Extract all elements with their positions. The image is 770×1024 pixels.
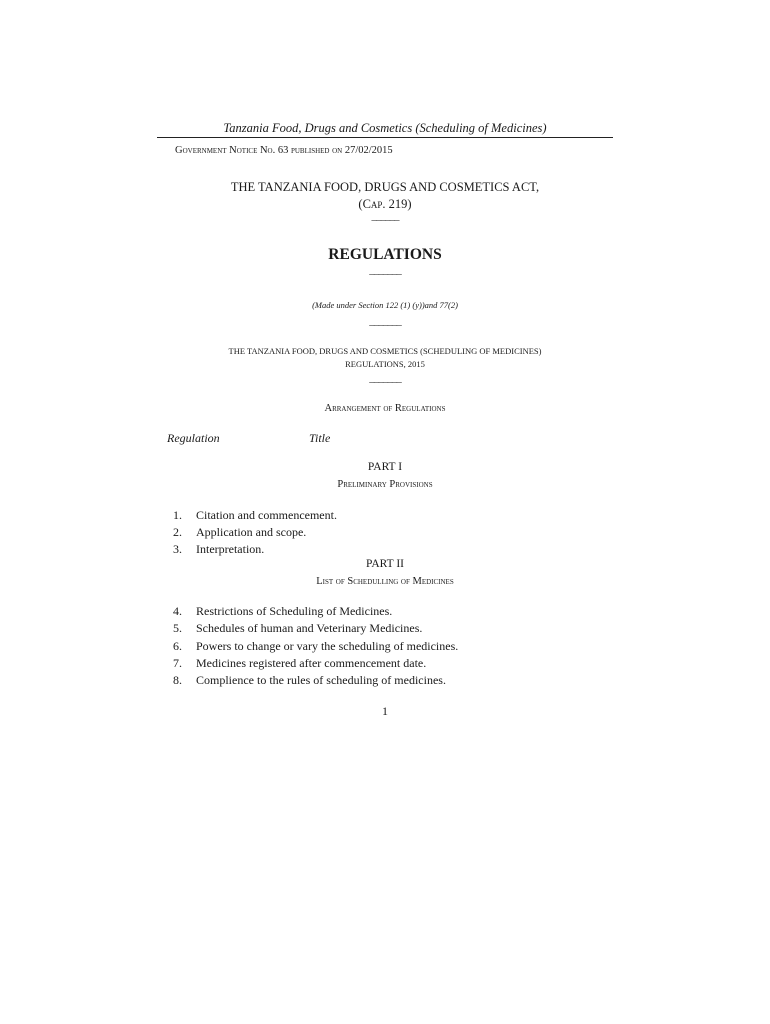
list-item bbox=[173, 673, 446, 688]
separator-dash: _______ bbox=[369, 264, 401, 276]
column-heading-title: Title bbox=[309, 431, 331, 445]
list-item-number: 6. bbox=[173, 639, 182, 653]
list-item bbox=[173, 656, 426, 671]
part-heading: PART II bbox=[366, 558, 404, 570]
list-item bbox=[173, 542, 264, 557]
separator-dash: _______ bbox=[369, 372, 401, 384]
list-item-number: 8. bbox=[173, 673, 182, 687]
list-item bbox=[173, 525, 306, 540]
list-item-number: 5. bbox=[173, 621, 182, 635]
list-item-number: 7. bbox=[173, 656, 182, 670]
list-item-text: Restrictions of Scheduling of Medicines. bbox=[196, 604, 393, 618]
list-item-text: Medicines registered after commencement date. bbox=[196, 656, 427, 670]
list-item-text: Complience to the rules of scheduling of medicines. bbox=[196, 673, 446, 687]
regulations-full-title-line2: REGULATIONS, 2015 bbox=[345, 359, 425, 369]
list-item bbox=[173, 604, 392, 619]
list-item-text: Interpretation. bbox=[196, 542, 265, 556]
list-item bbox=[173, 508, 337, 523]
list-item-number: 2. bbox=[173, 525, 182, 539]
separator-dash: ______ bbox=[371, 210, 399, 222]
running-header: Tanzania Food, Drugs and Cosmetics (Scheduling of Medicines) bbox=[157, 121, 613, 138]
separator-dash: _______ bbox=[369, 315, 401, 327]
part-subheading: List of Schedulling of Medicines bbox=[316, 576, 454, 587]
list-item-text: Powers to change or vary the scheduling of medicines. bbox=[196, 639, 459, 653]
regulations-full-title: THE TANZANIA FOOD, DRUGS AND COSMETICS (SCHEDULING OF MEDICINES) bbox=[228, 346, 542, 356]
part-subheading: Preliminary Provisions bbox=[337, 479, 433, 490]
column-heading-regulation: Regulation bbox=[167, 431, 220, 445]
list-item-text: Schedules of human and Veterinary Medicines. bbox=[196, 621, 423, 635]
list-item-text: Citation and commencement. bbox=[196, 508, 337, 522]
part-heading: PART I bbox=[367, 461, 403, 473]
list-item-text: Application and scope. bbox=[196, 525, 307, 539]
regulations-heading: REGULATIONS bbox=[328, 246, 442, 263]
list-item bbox=[173, 621, 422, 636]
government-notice: Government Notice No. 63 published on 27/02/2015 bbox=[175, 145, 393, 156]
page-number: 1 bbox=[382, 704, 388, 718]
arrangement-heading: Arrangement of Regulations bbox=[324, 403, 446, 414]
made-under-note: (Made under Section 122 (1) (y))and 77(2) bbox=[312, 300, 458, 310]
list-item-number: 1. bbox=[173, 508, 182, 522]
act-title: THE TANZANIA FOOD, DRUGS AND COSMETICS ACT, bbox=[230, 180, 540, 194]
list-item-number: 3. bbox=[173, 542, 182, 556]
list-item bbox=[173, 639, 458, 654]
act-cap: (Cap. 219) bbox=[358, 197, 412, 211]
list-item-number: 4. bbox=[173, 604, 182, 618]
